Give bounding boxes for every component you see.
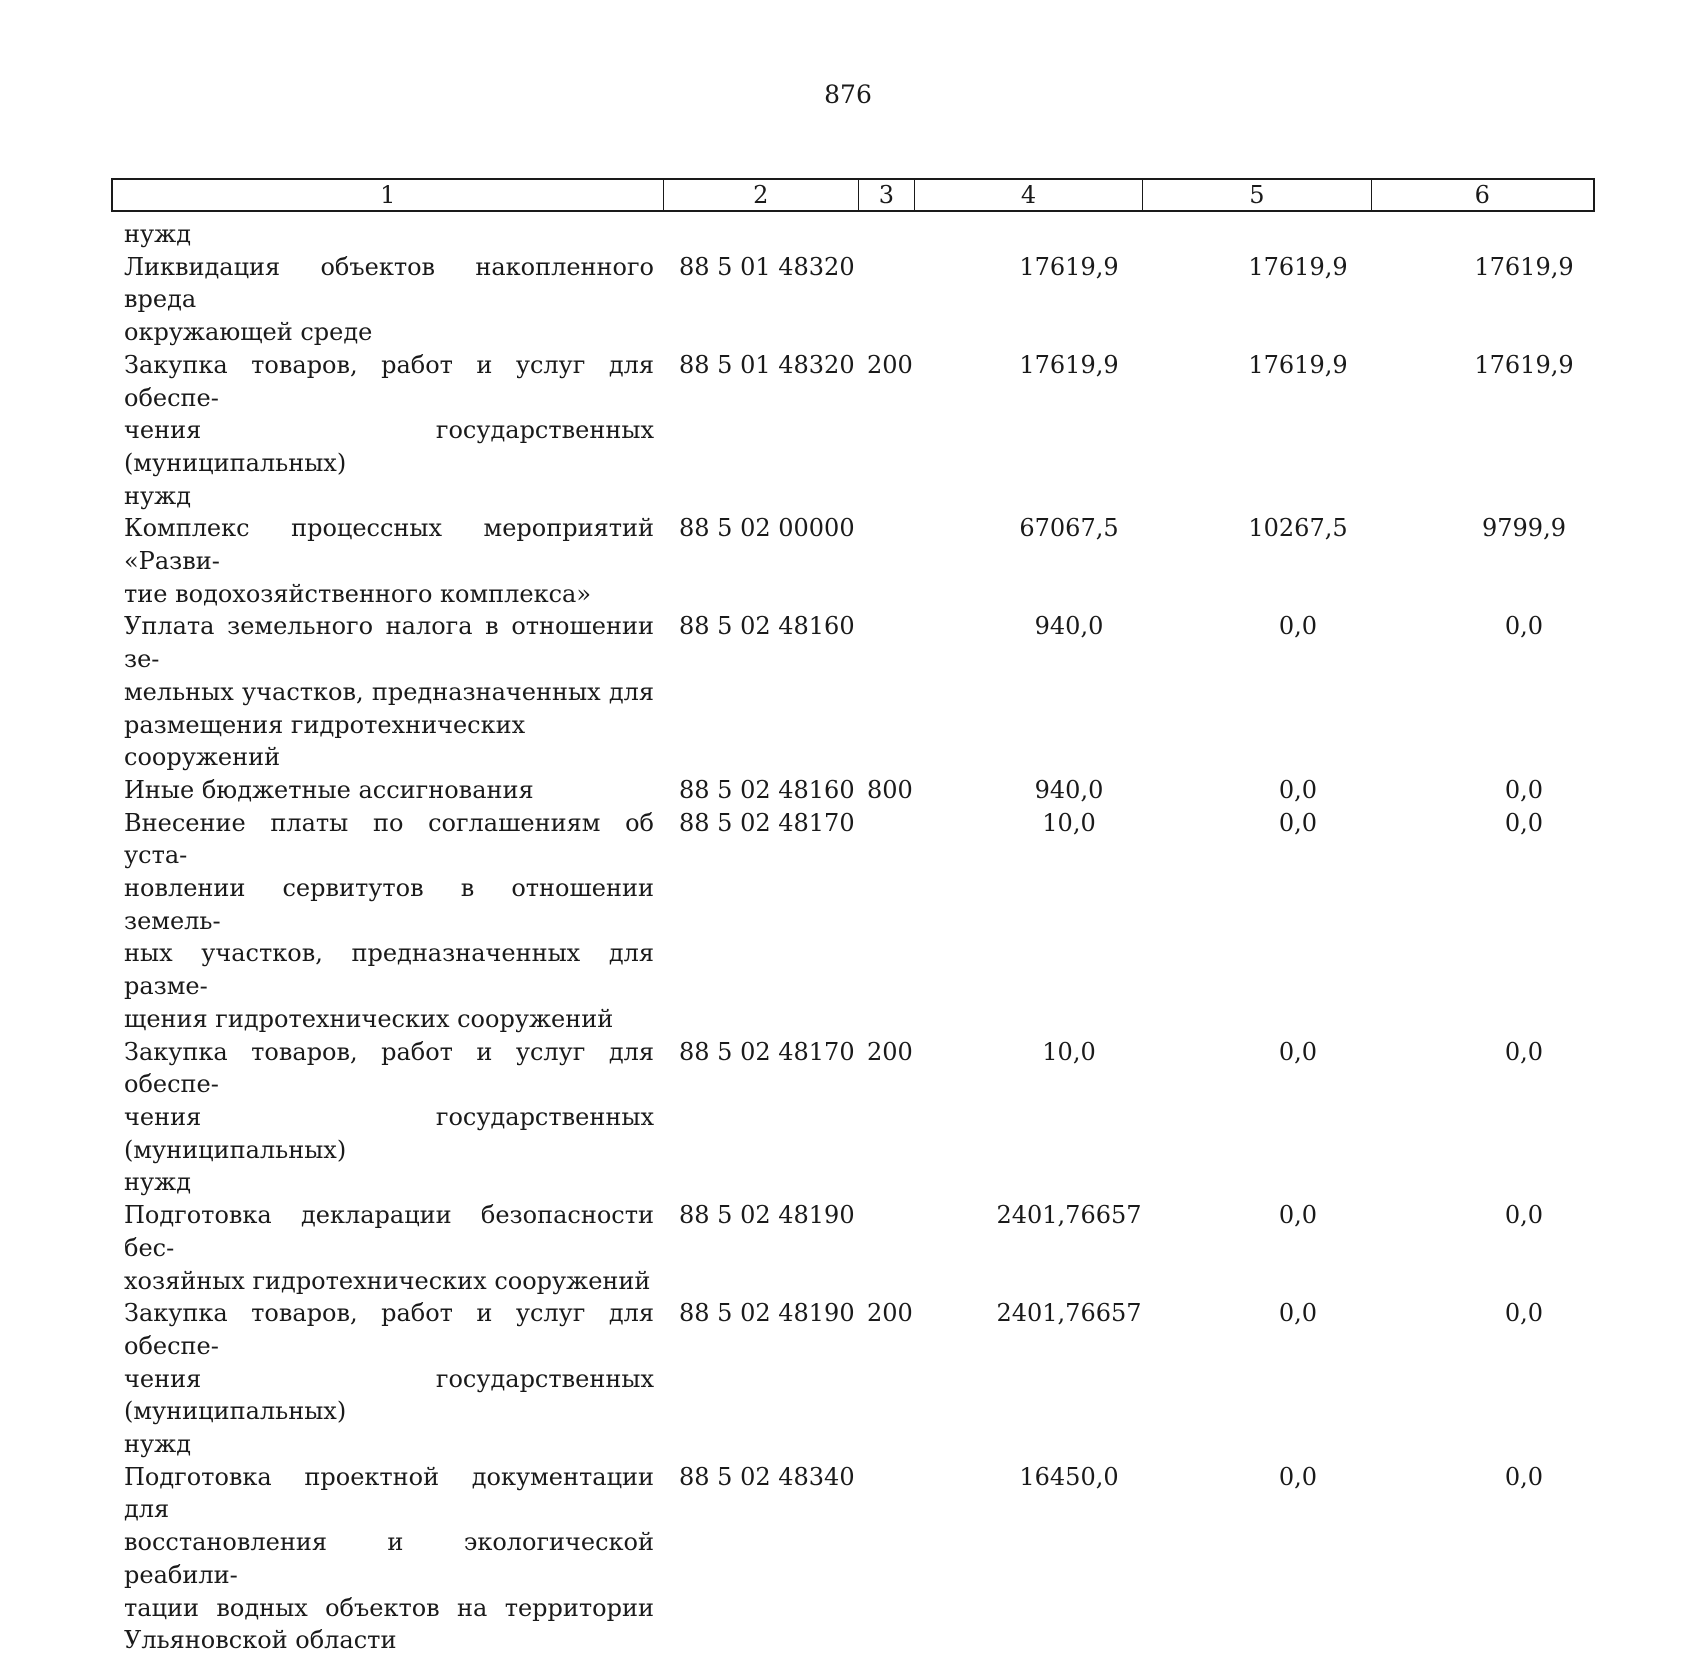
row-name-line: новлении сервитутов в отношении земель- — [124, 874, 654, 935]
row-kvr: 200 — [867, 1037, 913, 1066]
row-code: 88 5 02 48190 — [679, 1299, 855, 1328]
row-name-line: Подготовка декларации безопасности бес- — [124, 1201, 654, 1262]
row-value-col6: 0,0 — [1504, 1201, 1544, 1230]
row-name-line: размещения гидротехнических сооружений — [124, 710, 526, 772]
row-value-col6: 17619,9 — [1474, 252, 1574, 281]
table-row — [124, 807, 1544, 1036]
row-value-col6: 0,0 — [1504, 808, 1544, 837]
table-row — [124, 1461, 1544, 1657]
row-value-col6: 9799,9 — [1482, 514, 1566, 543]
row-name-line: чения государственных (муниципальных) — [124, 1364, 654, 1426]
row-name — [124, 1297, 654, 1461]
row-value-col5: 0,0 — [1278, 612, 1318, 641]
table-row — [124, 251, 1574, 349]
page-number: 876 — [824, 80, 872, 109]
row-value-col4: 67067,5 — [1019, 514, 1119, 543]
header-col-4: 4 — [915, 180, 1143, 210]
row-value-col5: 0,0 — [1278, 1201, 1318, 1230]
row-code: 88 5 02 48170 — [679, 1037, 855, 1066]
row-value-col4: 17619,9 — [1019, 350, 1119, 379]
table-row — [124, 1199, 1544, 1297]
row-name-line: нужд — [124, 481, 191, 510]
row-name-line: Ульяновской области — [124, 1626, 397, 1655]
row-name-line: Комплекс процессных мероприятий «Разви- — [124, 514, 654, 576]
row-value-col6: 0,0 — [1504, 612, 1544, 641]
table-body — [124, 218, 1574, 1657]
header-col-3: 3 — [859, 180, 915, 210]
table-row — [124, 1297, 1544, 1461]
row-value-col4: 2401,76657 — [996, 1299, 1142, 1328]
row-name — [124, 349, 654, 513]
row-value-col4: 17619,9 — [1019, 252, 1119, 281]
row-name — [124, 512, 654, 610]
row-value-col5: 0,0 — [1278, 775, 1318, 804]
row-value-col4: 940,0 — [1034, 612, 1104, 641]
row-code: 88 5 02 48340 — [679, 1462, 855, 1491]
row-value-col4: 2401,76657 — [996, 1201, 1142, 1230]
row-name-line: Уплата земельного налога в отношении зе- — [124, 612, 654, 674]
row-code: 88 5 01 48320 — [679, 350, 855, 379]
row-code: 88 5 01 48320 — [679, 252, 855, 281]
row-name-line: нужд — [124, 1168, 191, 1197]
row-name-line: Закупка товаров, работ и услуг для обеспе- — [124, 1037, 654, 1099]
row-name — [124, 251, 654, 349]
row-name-line: Иные бюджетные ассигнования — [124, 775, 534, 804]
row-name — [124, 1199, 654, 1297]
table-row — [124, 349, 1574, 513]
row-name-line: хозяйных гидротехнических сооружений — [124, 1266, 651, 1295]
row-value-col5: 10267,5 — [1248, 514, 1348, 543]
row-name — [124, 610, 654, 774]
row-value-col6: 17619,9 — [1474, 350, 1574, 379]
header-col-1: 1 — [113, 180, 664, 210]
row-code: 88 5 02 48160 — [679, 612, 855, 641]
row-code: 88 5 02 48170 — [679, 808, 855, 837]
row-value-col5: 0,0 — [1278, 808, 1318, 837]
row-name — [124, 218, 654, 251]
table-row — [124, 1036, 1544, 1200]
row-name-line: тации водных объектов на территории — [124, 1593, 654, 1622]
row-value-col4: 940,0 — [1034, 775, 1104, 804]
row-kvr: 200 — [867, 1299, 913, 1328]
row-name-line: нужд — [124, 220, 191, 248]
row-name — [124, 807, 654, 1036]
header-col-5: 5 — [1143, 180, 1371, 210]
row-code: 88 5 02 48160 — [679, 775, 855, 804]
row-name — [124, 1461, 654, 1657]
row-kvr: 800 — [867, 775, 913, 804]
row-name-line: нужд — [124, 1430, 191, 1459]
table-row — [124, 512, 1566, 610]
header-col-6: 6 — [1474, 181, 1490, 209]
row-name-line: щения гидротехнических сооружений — [124, 1004, 614, 1033]
row-code: 88 5 02 48190 — [679, 1201, 855, 1230]
row-value-col6: 0,0 — [1504, 1037, 1544, 1066]
table-row — [124, 774, 1544, 807]
row-value-col5: 0,0 — [1278, 1462, 1318, 1491]
row-code: 88 5 02 00000 — [679, 514, 855, 543]
row-name-line: Подготовка проектной документации для — [124, 1462, 654, 1524]
row-name-line: восстановления и экологической реабили- — [124, 1528, 654, 1589]
row-value-col5: 0,0 — [1278, 1299, 1318, 1328]
row-name-line: Внесение платы по соглашениям об уста- — [124, 808, 654, 870]
row-value-col5: 0,0 — [1278, 1037, 1318, 1066]
row-value-col6: 0,0 — [1504, 1462, 1544, 1491]
row-value-col4: 16450,0 — [1019, 1462, 1119, 1491]
row-value-col4: 10,0 — [1042, 1037, 1096, 1066]
row-name-line: Закупка товаров, работ и услуг для обеспе- — [124, 1299, 654, 1360]
row-name-line: чения государственных (муниципальных) — [124, 1102, 654, 1164]
header-col-2: 2 — [664, 180, 859, 210]
table-row — [124, 610, 1544, 774]
row-name-line: Закупка товаров, работ и услуг для обеспе- — [124, 350, 654, 412]
table-row — [124, 218, 1524, 251]
row-name-line: мельных участков, предназначенных для — [124, 677, 654, 706]
row-name-line: Ликвидация объектов накопленного вреда — [124, 252, 654, 314]
row-name-line: окружающей среде — [124, 318, 373, 347]
row-name — [124, 774, 654, 807]
row-name-line: тие водохозяйственного комплекса» — [124, 579, 592, 608]
row-value-col5: 17619,9 — [1248, 350, 1348, 379]
row-value-col6: 0,0 — [1504, 775, 1544, 804]
row-value-col4: 10,0 — [1042, 808, 1096, 837]
row-value-col5: 17619,9 — [1248, 252, 1348, 281]
row-name-line: чения государственных (муниципальных) — [124, 416, 654, 477]
row-name-line: ных участков, предназначенных для разме- — [124, 939, 654, 1001]
row-name — [124, 1036, 654, 1200]
row-kvr: 200 — [867, 350, 913, 379]
row-value-col6: 0,0 — [1504, 1299, 1544, 1328]
table-header — [111, 178, 1595, 212]
